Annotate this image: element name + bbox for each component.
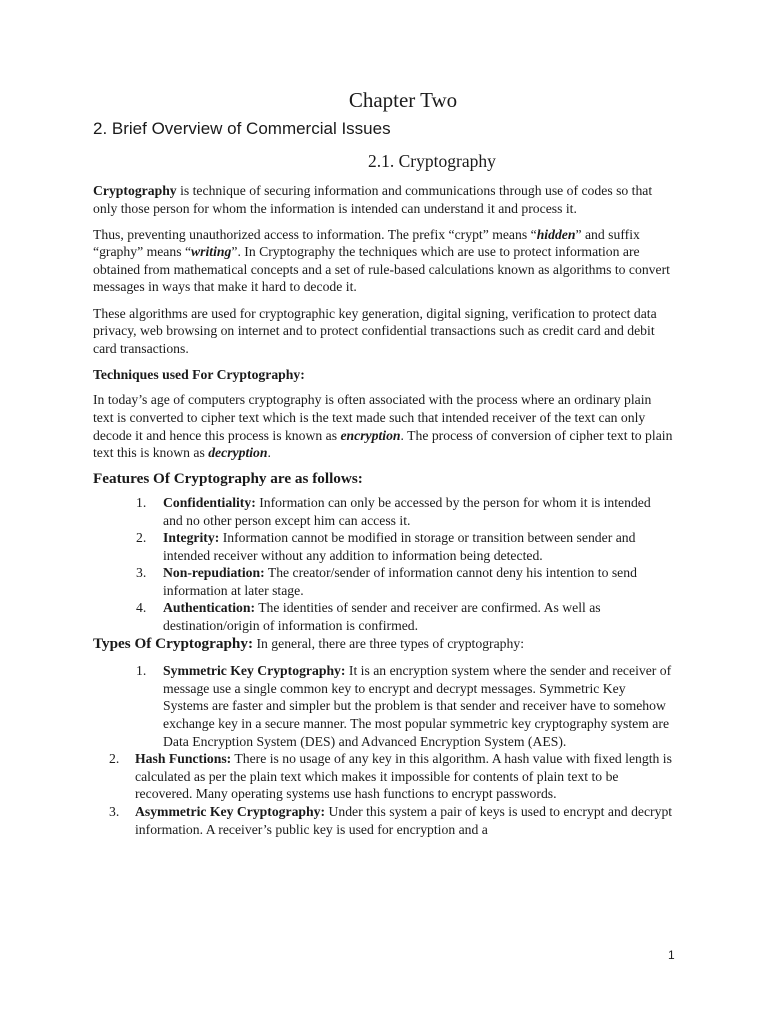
types-colon: :	[247, 634, 254, 652]
techniques-text-3: .	[267, 445, 271, 461]
chapter-title: Chapter Two	[348, 88, 458, 112]
techniques-text-1: In today’s age of computers cryptography is often associated with the process where an ordinary plain text is converted to cipher text which is the text made such that intended receiver of the text can only decode it and hence this process is known as	[93, 392, 652, 443]
intro-term: Cryptography	[93, 183, 177, 198]
type-text: It is an encryption system where the sender and receiver of message use a single common key to encrypt and decrypt messages. Symmetric Key Systems are faster and simpler but the problem is that sender and receiver have to somehow exchange key in a secure manner. The most popular symmetric key cryptography system are Data Encryption System (DES) and Advanced Encryption System (AES).	[163, 663, 672, 749]
feature-text: Information cannot be modified in storage or transition between sender and intended receiver without any addition to information being detected.	[163, 530, 636, 563]
type-term: Asymmetric Key Cryptography:	[135, 804, 326, 819]
list-item	[93, 494, 673, 529]
document-page	[93, 86, 673, 838]
list-number: 3.	[109, 804, 120, 819]
type-text: There is no usage of any key in this algorithm. A hash value with fixed length is calculated as per the plain text which makes it impossible for contents of plain text to be recovered. Many operating systems use hash functions to encrypt passwords.	[135, 751, 672, 802]
feature-term: Non-repudiation:	[163, 565, 265, 581]
feature-term: Authentication:	[163, 600, 256, 616]
feature-term: Integrity:	[163, 530, 220, 546]
writing-term: writing	[191, 244, 232, 260]
list-item	[93, 529, 673, 564]
list-number: 2.	[136, 530, 147, 546]
prefix-text-2: ” and suffix “graphy” means “	[93, 226, 640, 260]
techniques-paragraph	[93, 391, 673, 461]
type-term: Hash Functions:	[135, 751, 232, 767]
list-item	[93, 564, 673, 599]
encryption-term: encryption	[340, 427, 401, 443]
list-number: 1.	[136, 494, 147, 510]
subsection-title: 2.1. Cryptography	[368, 151, 496, 171]
list-number: 1.	[136, 663, 147, 679]
list-item	[93, 750, 673, 803]
type-term: Symmetric Key Cryptography:	[163, 663, 346, 679]
features-list	[93, 494, 673, 635]
algorithms-paragraph: These algorithms are used for cryptographic key generation, digital signing, verification to protect data privacy, web browsing on internet and to protect confidential transactions such as credit card and debit card transactions.	[93, 305, 657, 356]
techniques-heading: Techniques used For Cryptography:	[93, 366, 305, 382]
feature-text: The creator/sender of information cannot deny his intention to send information at later stage.	[163, 565, 637, 598]
types-intro-text: In general, there are three types of cryptography:	[253, 635, 525, 651]
intro-text: is technique of securing information and communications through use of codes so that only those person for whom the information is intended can understand it and process it.	[93, 183, 653, 216]
feature-text: The identities of sender and receiver are confirmed. As well as destination/origin of information is confirmed.	[163, 600, 601, 634]
types-heading: Types Of Cryptography	[93, 634, 248, 652]
section-title: 2. Brief Overview of Commercial Issues	[93, 119, 391, 138]
decryption-term: decryption	[208, 445, 268, 461]
prefix-paragraph	[93, 226, 673, 296]
techniques-text-2: . The process of conversion of cipher text to plain text this is known as	[93, 427, 673, 461]
list-number: 2.	[109, 751, 120, 767]
list-item	[93, 662, 673, 750]
feature-term: Confidentiality:	[163, 494, 256, 510]
list-number: 4.	[136, 600, 147, 616]
page-number: 1	[668, 948, 675, 962]
type-text: Under this system a pair of keys is used to encrypt and decrypt information. A receiver’s public key is used for encryption and a	[135, 804, 673, 837]
list-item	[93, 803, 673, 838]
list-number: 3.	[136, 565, 147, 581]
prefix-text-1: Thus, preventing unauthorized access to information. The prefix “crypt” means “	[93, 226, 537, 242]
prefix-text-3: ”. In Cryptography the techniques which are use to protect information are obtained from mathematical concepts and a set of rule-based calculations known as algorithms to convert messages in ways that make it hard to decode it.	[93, 244, 670, 295]
feature-text: Information can only be accessed by the person for whom it is intended and no other person except him can access it.	[163, 494, 651, 528]
list-item	[93, 599, 673, 634]
hidden-term: hidden	[536, 226, 576, 242]
intro-paragraph	[93, 182, 673, 217]
types-intro-line	[93, 635, 673, 653]
types-list	[93, 662, 673, 838]
features-heading: Features Of Cryptography are as follows:	[93, 470, 363, 488]
